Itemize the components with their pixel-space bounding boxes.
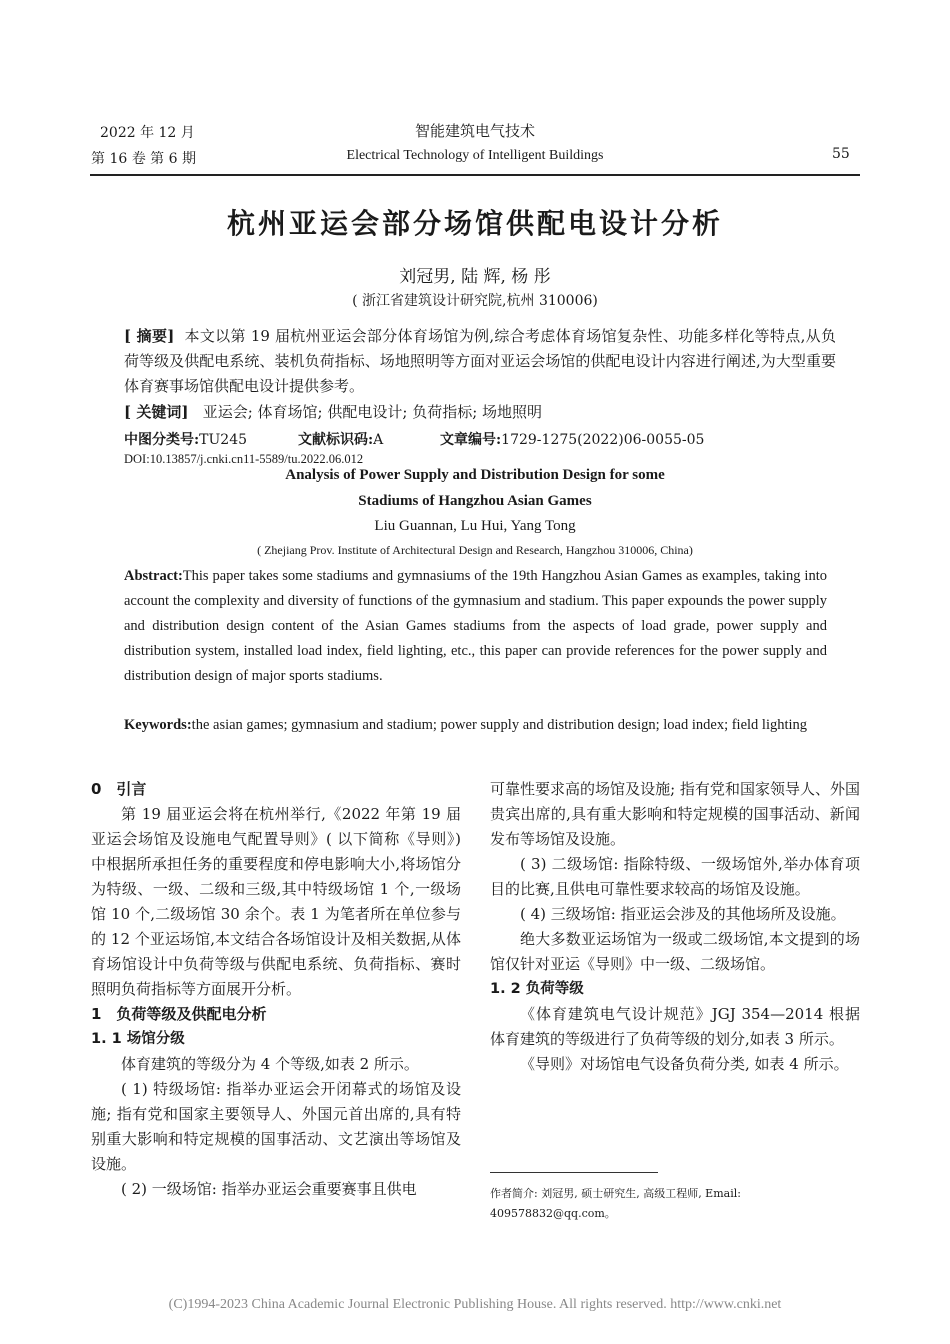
footnote-rule xyxy=(490,1172,658,1173)
english-abstract-text: This paper takes some stadiums and gymnasiums of the 19th Hangzhou Asian Games as examples, taking into account the complexity and diversity of functions of the gymnasium and stadium. This paper expounds the power supply and distribution design content of the Asian Games stadiums from the aspects of load grade, power supply and distribution system, installed load index, field lighting, etc., this paper can provide references for the power supply and distribution design of major sports stadiums. xyxy=(124,568,827,684)
copyright-line: (C)1994-2023 China Academic Journal Electronic Publishing House. All rights reserved. http://www.cnki.net xyxy=(168,1297,782,1312)
section-0-paragraph: 第 19 届亚运会将在杭州举行,《2022 年第 19 届亚运会场馆及设施电气配置导则》( 以下简称《导则》) 中根据所承担任务的重要程度和停电影响大小,将场馆分为特级、一级、二级和三级,其中特级场馆 1 个,一级场馆 10 个,二级场馆 30 余个。表 1 为笔者所在单位参与的 12 个亚运场馆,本文结合各场馆设计及相关数据,从体育场馆设计中负荷等级与供配电系统、负荷指标、赛时照明负荷指标等方面展开分析。 xyxy=(91,805,461,998)
keywords-cn xyxy=(124,400,836,425)
article-value: 1729-1275(2022)06-0055-05 xyxy=(501,432,705,448)
author-footnote: 作者简介: 刘冠男, 硕士研究生, 高级工程师, Email: 409578832@qq.com。 xyxy=(490,1187,741,1220)
article-title: 杭州亚运会部分场馆供配电设计分析 xyxy=(226,207,723,240)
header-rule xyxy=(90,174,860,176)
document-code xyxy=(298,429,383,449)
body-right-column xyxy=(490,777,860,1077)
abstract-cn-text: 本文以第 19 届杭州亚运会部分体育场馆为例,综合考虑体育场馆复杂性、功能多样化等特点,从负荷等级及供配电系统、装机负荷指标、场地照明等方面对亚运会场馆的供配电设计内容进行阐述,为大型重要体育赛事场馆供配电设计提供参考。 xyxy=(124,327,836,395)
english-affiliation: ( Zhejiang Prov. Institute of Architectural Design and Research, Hangzhou 310006, China) xyxy=(257,543,693,557)
abstract-cn-label: [ 摘要] xyxy=(124,327,175,345)
journal-title-cn: 智能建筑电气技术 xyxy=(414,122,535,140)
right-paragraph-1: 可靠性要求高的场馆及设施; 指有党和国家领导人、外国贵宾出席的,具有重大影响和特定规模的国事活动、新闻发布等场馆及设施。 xyxy=(490,780,860,848)
abstract-cn xyxy=(124,324,836,399)
english-title-line2: Stadiums of Hangzhou Asian Games xyxy=(358,493,592,509)
section-1-1-paragraph-3: ( 2) 一级场馆: 指举办亚运会重要赛事且供电 xyxy=(121,1180,417,1198)
right-paragraph-6: 《导则》对场馆电气设备负荷分类, 如表 4 所示。 xyxy=(520,1055,849,1073)
section-1-1-paragraph-2: ( 1) 特级场馆: 指举办亚运会开闭幕式的场馆及设施; 指有党和国家主要领导人、外国元首出席的,具有特别重大影响和特定规模的国事活动、文艺演出等场馆及设施。 xyxy=(91,1080,461,1173)
body-left-column xyxy=(91,777,461,1202)
section-1-2-heading: 1. 2 负荷等级 xyxy=(490,981,584,997)
right-paragraph-4: 绝大多数亚运场馆为一级或二级场馆,本文提到的场馆仅针对亚运《导则》中一级、二级场馆。 xyxy=(490,930,860,973)
keywords-cn-label: [ 关键词] xyxy=(124,403,189,421)
page-number: 55 xyxy=(832,146,850,162)
doc-label: 文献标识码: xyxy=(298,432,374,448)
doc-value: A xyxy=(373,432,384,448)
section-1-heading: 1 负荷等级及供配电分析 xyxy=(91,1005,267,1023)
english-abstract xyxy=(124,564,827,689)
clc-label: 中图分类号: xyxy=(124,432,200,448)
right-paragraph-5: 《体育建筑电气设计规范》JGJ 354—2014 根据体育建筑的等级进行了负荷等级的划分,如表 3 所示。 xyxy=(490,1005,860,1048)
english-authors: Liu Guannan, Lu Hui, Yang Tong xyxy=(374,518,576,534)
issue-volume: 第 16 卷 第 6 期 xyxy=(91,151,196,167)
issue-date: 2022 年 12 月 xyxy=(100,125,195,141)
article-affiliation: ( 浙江省建筑设计研究院,杭州 310006) xyxy=(352,293,598,309)
journal-title-en: Electrical Technology of Intelligent Buildings xyxy=(346,148,604,163)
section-1-1-paragraph-1: 体育建筑的等级分为 4 个等级,如表 2 所示。 xyxy=(121,1055,419,1073)
right-paragraph-2: ( 3) 二级场馆: 指除特级、一级场馆外,举办体育项目的比赛,且供电可靠性要求较高的场馆及设施。 xyxy=(490,855,860,898)
english-keywords xyxy=(124,713,827,738)
english-title-line1: Analysis of Power Supply and Distribution Design for some xyxy=(285,467,665,483)
clc-value: TU245 xyxy=(199,432,248,448)
section-1-1-heading: 1. 1 场馆分级 xyxy=(91,1031,185,1047)
article-authors: 刘冠男, 陆 辉, 杨 彤 xyxy=(399,267,551,287)
english-keywords-text: the asian games; gymnasium and stadium; power supply and distribution design; load index; field lighting xyxy=(191,717,808,733)
article-number xyxy=(440,429,704,449)
article-label: 文章编号: xyxy=(440,432,502,448)
keywords-cn-text: 亚运会; 体育场馆; 供配电设计; 负荷指标; 场地照明 xyxy=(202,403,543,421)
doi: DOI:10.13857/j.cnki.cn11-5589/tu.2022.06.012 xyxy=(124,452,364,466)
clc-number xyxy=(124,429,247,449)
section-0-heading: 0 引言 xyxy=(91,780,147,798)
english-keywords-label: Keywords: xyxy=(124,717,192,733)
english-abstract-label: Abstract: xyxy=(124,568,183,584)
right-paragraph-3: ( 4) 三级场馆: 指亚运会涉及的其他场所及设施。 xyxy=(520,905,846,923)
